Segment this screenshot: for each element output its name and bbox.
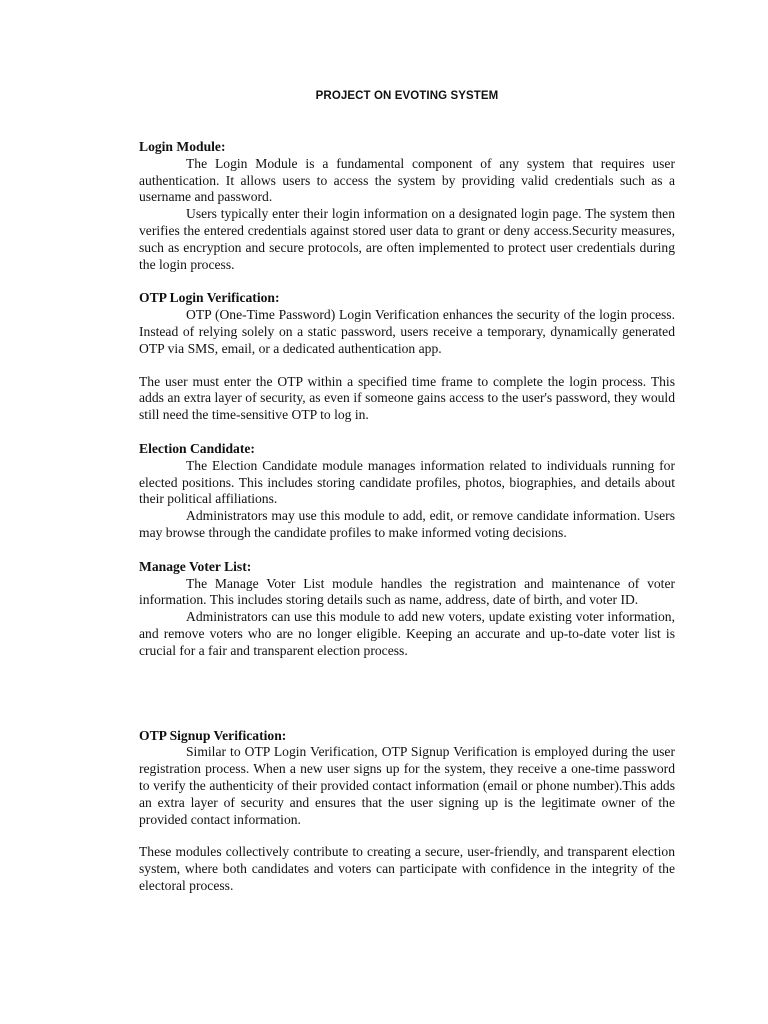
paragraph: Administrators may use this module to add, edit, or remove candidate information. Users may browse through the candidate profiles to make informed voting decisions. — [139, 508, 675, 540]
paragraph: OTP (One-Time Password) Login Verification enhances the security of the login process. Instead of relying solely on a static password, users receive a temporary, dynamically generated OTP via SMS, email, or a dedicated authentication app. — [139, 307, 675, 356]
section-manage-voter-list — [139, 559, 675, 660]
section-heading: Manage Voter List: — [139, 558, 252, 574]
paragraph: Administrators can use this module to add new voters, update existing voter information, and remove voters who are no longer eligible. Keeping an accurate and up-to-date voter list is crucial for a fair and transparent election process. — [139, 609, 675, 658]
section-otp-signup-verification — [139, 728, 675, 895]
section-election-candidate — [139, 441, 675, 542]
paragraph: Users typically enter their login information on a designated login page. The system then verifies the entered credentials against stored user data to grant or deny access.Security measures, such as encryption and secure protocols, are often implemented to protect user credentials during the login process. — [139, 206, 675, 272]
document-body — [139, 86, 675, 895]
paragraph: The Election Candidate module manages information related to individuals running for elected positions. This includes storing candidate profiles, photos, biographies, and details about their political affiliations. — [139, 457, 675, 507]
section-heading: Login Module: — [139, 139, 226, 154]
paragraph: The user must enter the OTP within a specified time frame to complete the login process. This adds an extra layer of security, as even if someone gains access to the user's password, they would still need the time-sensitive OTP to log in. — [139, 373, 675, 423]
paragraph: These modules collectively contribute to creating a secure, user-friendly, and transparent election system, where both candidates and voters can participate with confidence in the integrity of the electoral process. — [139, 844, 675, 893]
section-heading: OTP Login Verification: — [139, 290, 280, 306]
section-otp-login-verification — [139, 290, 675, 424]
paragraph: The Login Module is a fundamental component of any system that requires user authentication. It allows users to access the system by providing valid credentials such as a username and password. — [139, 155, 675, 205]
document-title: PROJECT ON EVOTING SYSTEM — [315, 90, 499, 102]
section-heading: OTP Signup Verification: — [139, 727, 287, 743]
paragraph: Similar to OTP Login Verification, OTP Signup Verification is employed during the user registration process. When a new user signs up for the system, they receive a one-time password to verify the authenticity of their provided contact information (email or phone number).This adds an extra layer of security and ensures that the user signing up is the legitimate owner of the provided contact information. — [139, 744, 675, 827]
paragraph: The Manage Voter List module handles the registration and maintenance of voter information. This includes storing details such as name, address, date of birth, and voter ID. — [139, 575, 675, 608]
section-login-module — [139, 139, 675, 273]
section-heading: Election Candidate: — [139, 440, 255, 456]
